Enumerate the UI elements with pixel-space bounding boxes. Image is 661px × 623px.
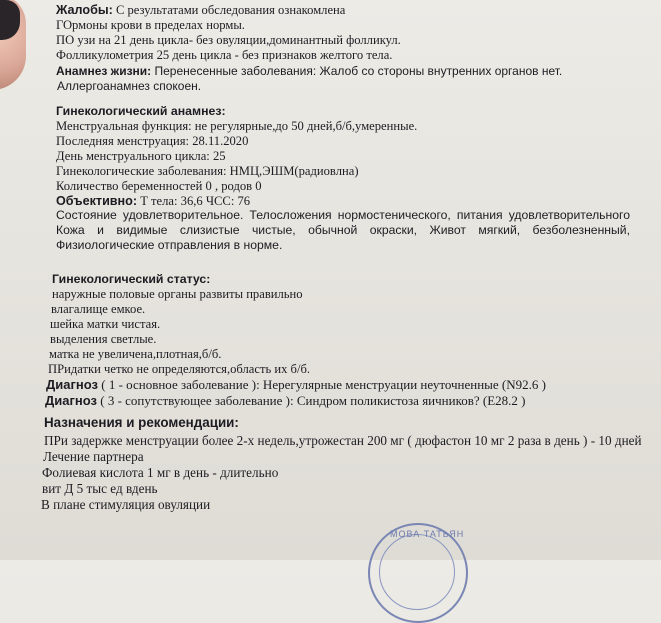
life-anamnesis-line xyxy=(56,64,562,79)
recommendation-line-4: вит Д 5 тыс ед вдень xyxy=(42,481,158,496)
objective-text: Т тела: 36,6 ЧСС: 76 xyxy=(137,194,251,208)
complaints-line-3: Фолликулометрия 25 день цикла - без признаков желтого тела. xyxy=(56,48,393,62)
recommendations-heading: Назначения и рекомендации: xyxy=(44,415,239,430)
diagnosis-main-text: ( 1 - основное заболевание ): Нерегулярные менструации неуточненные (N92.6 ) xyxy=(97,377,546,392)
recommendation-line-2: Лечение партнера xyxy=(43,449,144,464)
gyn-status-line-4: выделения светлые. xyxy=(50,332,157,346)
gyn-anamnesis-line-1: Менструальная функция: не регулярные,до 50 дней,б/б,умеренные. xyxy=(56,119,418,133)
gyn-status-line-1: наружные половые органы развиты правильно xyxy=(52,287,303,301)
complaints-label: Жалобы: xyxy=(56,3,113,17)
diagnosis-main xyxy=(46,376,546,393)
gyn-status-line-3: шейка матки чистая. xyxy=(50,317,161,331)
recommendation-line-5: В плане стимуляция овуляции xyxy=(41,497,211,512)
gyn-status-line-6: ПРидатки четко не определяются,область их б/б. xyxy=(48,362,311,376)
gyn-anamnesis-line-5: Количество беременностей 0 , родов 0 xyxy=(56,179,262,193)
complaints-line xyxy=(56,3,345,18)
allergy-line: Аллергоанамнез спокоен. xyxy=(57,79,202,93)
diagnosis-concomitant xyxy=(45,392,526,409)
diagnosis-main-label: Диагноз xyxy=(46,377,98,392)
gyn-status-line-2: влагалище емкое. xyxy=(51,302,146,316)
objective-paragraph: Состояние удовлетворительное. Телосложения нормостенического, питания удовлетворительного Кожа и видимые слизистые чистые, обычной окраски, Живот мягкий, безболезненный, Физиологические отправления в норме. xyxy=(56,208,630,252)
gyn-anamnesis-heading: Гинекологический анамнез: xyxy=(56,104,226,118)
diagnosis-concomitant-label: Диагноз xyxy=(45,393,97,408)
recommendation-line-3: Фолиевая кислота 1 мг в день - длительно xyxy=(42,465,279,480)
stamp-inner-ring xyxy=(379,534,455,610)
stamp-text: МОВА ТАТЬЯН xyxy=(390,529,465,539)
objective-line xyxy=(56,194,250,209)
complaints-line-2: ПО узи на 21 день цикла- без овуляции,доминантный фолликул. xyxy=(56,33,401,47)
recommendation-line-1: ПРи задержке менструации более 2-х недель,утрожестан 200 мг ( дюфастон 10 мг 2 раза в день ) - 10 дней xyxy=(44,433,642,448)
complaints-text: С результатами обследования ознакомлена xyxy=(112,3,346,17)
life-anamnesis-label: Анамнез жизни: xyxy=(56,64,152,78)
gyn-anamnesis-line-2: Последняя менструация: 28.11.2020 xyxy=(56,134,249,148)
diagnosis-concomitant-text: ( 3 - сопутствующее заболевание ): Синдром поликистоза яичников? (E28.2 ) xyxy=(96,393,526,408)
gyn-status-heading: Гинекологический статус: xyxy=(52,272,211,286)
doctor-stamp xyxy=(368,523,468,623)
gyn-status-line-5: матка не увеличена,плотная,б/б. xyxy=(49,347,222,361)
gyn-anamnesis-line-4: Гинекологические заболевания: НМЦ,ЭШМ(радиовлна) xyxy=(56,164,359,178)
complaints-line-1: ГОрмоны крови в пределах нормы. xyxy=(56,18,245,32)
life-anamnesis-text: Перенесенные заболевания: Жалоб со стороны внутренних органов нет. xyxy=(151,64,563,78)
gyn-anamnesis-line-3: День менструального цикла: 25 xyxy=(56,149,226,163)
objective-label: Объективно: xyxy=(56,194,138,208)
